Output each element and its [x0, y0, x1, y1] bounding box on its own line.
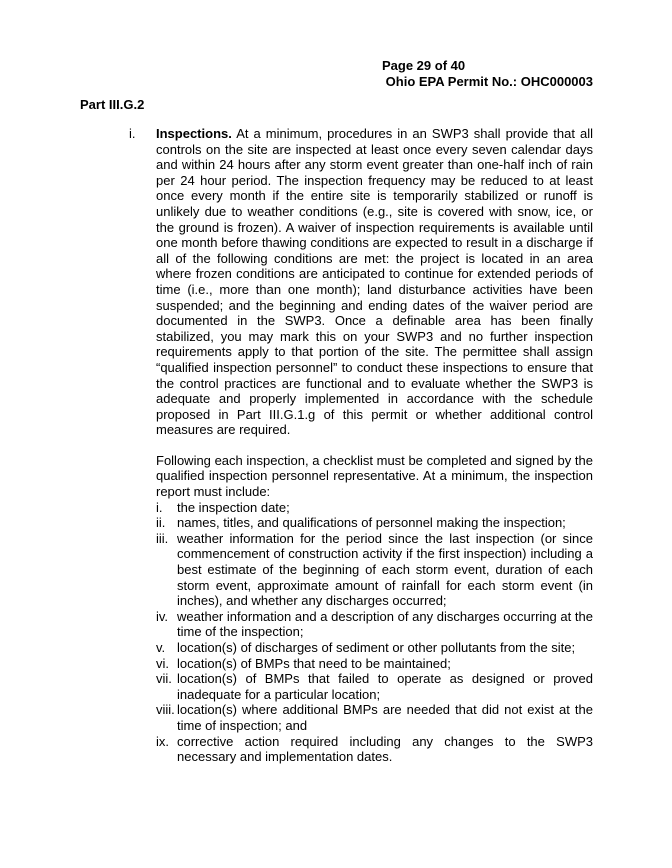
list-item-text: corrective action required including any changes to the SWP3 necessary and implementation dates. — [177, 733, 593, 765]
list-item-number: iv. — [156, 608, 169, 624]
list-item-number: viii. — [156, 702, 175, 718]
list-item-text: location(s) of BMPs that need to be maintained; — [177, 655, 451, 671]
list-item-text: the inspection date; — [177, 499, 290, 515]
list-item — [156, 531, 593, 609]
inspections-paragraph — [156, 126, 593, 438]
list-item-text: names, titles, and qualifications of personnel making the inspection; — [177, 515, 566, 531]
list-item — [156, 734, 593, 765]
list-item — [156, 702, 593, 733]
list-item-text: location(s) of discharges of sediment or other pollutants from the site; — [177, 640, 576, 655]
paragraph-1-text: At a minimum, procedures in an SWP3 shall provide that all controls on the site are inspected at least once every seven calendar days and within 24 hours after any storm event greater than one-half inch of rain per 24 hour period. The inspection frequency may be reduced to at least once every month if the entire site is temporarily stabilized or runoff is unlikely due to weather conditions (e.g., site is covered with snow, ice, or the ground is frozen). A waiver of inspection requirements is available until one month before thawing conditions are expected to result in a discharge if all of the following conditions are met: the project is located in an area where frozen conditions are anticipated to continue for extended periods of time (i.e., more than one month); land disturbance activities have been suspended; and the beginning and ending dates of the waiver period are documented in the SWP3. Once a definable area has been finally stabilized, you may mark this on your SWP3 and no further inspection requirements apply to that portion of the site. The permittee shall assign “qualified inspection personnel” to conduct these inspections to ensure that the control practices are functional and to evaluate whether the SWP3 is adequate and properly implemented in accordance with the schedule proposed in Part III.G.1.g of this permit or whether additional control measures are required. — [156, 126, 593, 438]
list-item — [156, 500, 593, 516]
list-item — [156, 640, 593, 656]
list-item — [156, 656, 593, 672]
item-body — [156, 126, 593, 765]
list-item-number: ix. — [156, 733, 169, 749]
list-item-number: v. — [156, 640, 166, 655]
page-number: Page 29 of 40 — [382, 58, 466, 73]
permit-number: Ohio EPA Permit No.: OHC000003 — [385, 74, 593, 89]
list-item-text: location(s) of BMPs that failed to operate as designed or proved inadequate for a particular location; — [177, 671, 593, 702]
item-marker: i. — [129, 126, 136, 141]
list-item — [156, 671, 593, 702]
inspection-report-list — [156, 500, 593, 765]
list-item-number: vii. — [156, 671, 172, 687]
list-item-number: vi. — [156, 655, 169, 671]
page-header — [0, 58, 593, 90]
item-heading: Inspections. — [156, 126, 232, 141]
list-item-number: ii. — [156, 515, 166, 531]
list-item — [156, 515, 593, 531]
list-item-number: i. — [156, 499, 163, 515]
inspections-item — [80, 126, 593, 765]
list-item-text: location(s) where additional BMPs are needed that did not exist at the time of inspection; and — [177, 702, 593, 733]
list-item-number: iii. — [156, 530, 169, 546]
list-item-text: weather information for the period since the last inspection (or since commencement of construction activity if the first inspection) including a best estimate of the beginning of each storm event, duration of each storm event, approximate amount of rainfall for each storm event (in inches), and whether any discharges occurred; — [177, 530, 593, 609]
list-item — [156, 609, 593, 640]
paragraph-2-text: Following each inspection, a checklist must be completed and signed by the qualified inspection personnel representative. At a minimum, the inspection report must include: — [156, 452, 593, 500]
section-heading: Part III.G.2 — [80, 97, 145, 112]
list-item-text: weather information and a description of any discharges occurring at the time of the inspection; — [177, 608, 593, 640]
